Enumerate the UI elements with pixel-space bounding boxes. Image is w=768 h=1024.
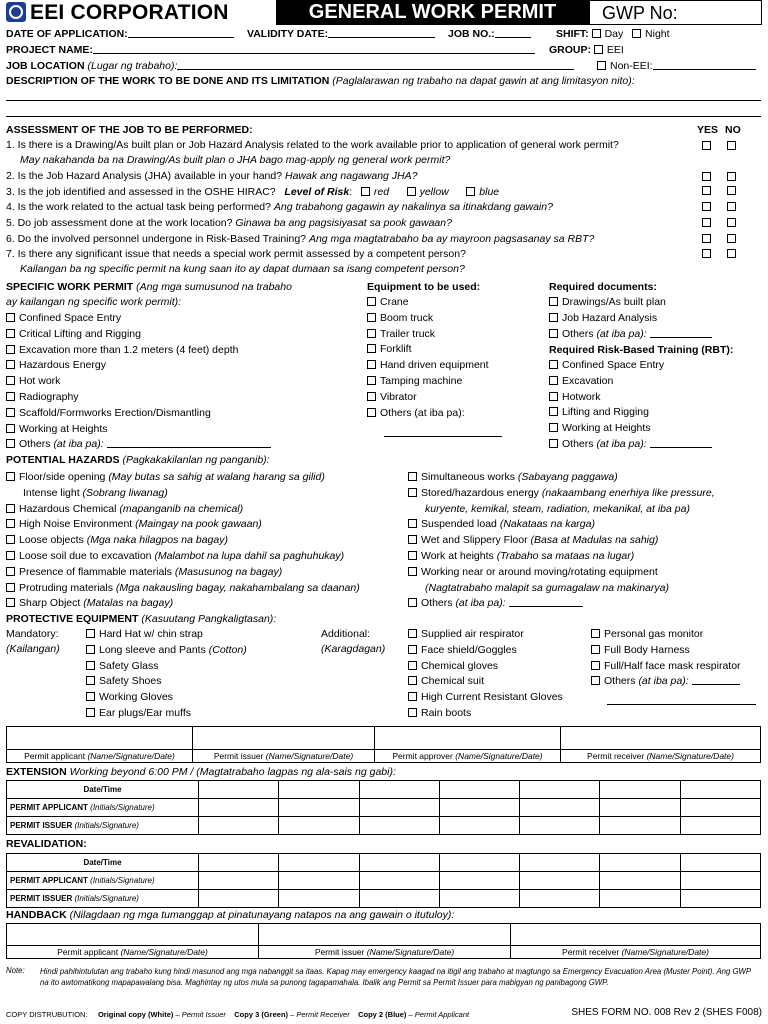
hazard-item[interactable]: Working near or around moving/rotating equipment: [408, 566, 715, 582]
non-eei-field[interactable]: [653, 60, 756, 70]
question-3-text: 3. Is the job identified and assessed in the OSHE HIRAC?: [6, 186, 276, 198]
ppe-others[interactable]: Others (at iba pa):: [591, 675, 741, 691]
issuer-caption: Permit issuer (Name/Signature/Date): [193, 750, 375, 763]
date-of-application-label: DATE OF APPLICATION:: [6, 28, 128, 40]
group-label: GROUP:: [549, 44, 591, 56]
q1-yes-checkbox[interactable]: [702, 141, 711, 150]
equipment-item[interactable]: Boom truck: [367, 312, 489, 328]
validity-date-row: [247, 28, 435, 41]
required-doc-item[interactable]: Drawings/As built plan: [549, 296, 712, 312]
revalidation-heading: REVALIDATION:: [6, 838, 87, 850]
hazard-item-cont: (Nagtatrabaho malapit sa gumagalaw na makinarya): [425, 581, 669, 594]
copy-3-recipient: Permit Applicant: [414, 1010, 470, 1019]
ppe-item[interactable]: High Current Resistant Gloves: [408, 691, 563, 707]
group-non-eei-checkbox[interactable]: [597, 61, 606, 70]
hazard-item[interactable]: Simultaneous works (Sabayang paggawa): [408, 471, 715, 487]
question-5-tl: Ginawa ba ang pagsisiyasat sa pook gawaan?: [235, 217, 452, 229]
approver-signature-cell[interactable]: [375, 727, 561, 750]
question-4-text: 4. Is the work related to the actual task being performed?: [6, 201, 271, 213]
required-doc-others[interactable]: Others (at iba pa):: [549, 328, 712, 344]
revalidation-cell[interactable]: [359, 854, 439, 872]
specific-permit-item[interactable]: Radiography: [6, 391, 271, 407]
hazards-heading: [6, 454, 270, 467]
handback-receiver-cell[interactable]: [511, 924, 761, 946]
extension-cell[interactable]: [279, 799, 359, 817]
description-label-tl: (Paglalarawan ng trabaho na dapat gawin at ang limitasyon nito):: [332, 75, 635, 87]
question-3: 3. Is the job identified and assessed in the OSHE HIRAC? Level of Risk: red yellow blue: [6, 186, 500, 198]
question-5-text: 5. Do job assessment done at the work location?: [6, 217, 233, 229]
equipment-item[interactable]: Trailer truck: [367, 328, 489, 344]
applicant-caption: Permit applicant (Name/Signature/Date): [7, 750, 193, 763]
ppe-item[interactable]: Personal gas monitor: [591, 628, 741, 644]
specific-permit-item[interactable]: Confined Space Entry: [6, 312, 271, 328]
hazard-item[interactable]: Hazardous Chemical (mapanganib na chemical): [6, 503, 360, 519]
group-eei-checkbox[interactable]: [594, 45, 603, 54]
copy-3: Copy 2 (Blue): [358, 1010, 407, 1019]
rbt-item[interactable]: Excavation: [549, 375, 712, 391]
extension-cell[interactable]: [359, 817, 439, 835]
group-non-eei-label: Non-EEI:: [610, 60, 653, 72]
hazard-item[interactable]: Stored/hazardous energy (nakaambang enerhiya like pressure,: [408, 487, 715, 503]
ppe-additional-list-2: [591, 628, 741, 691]
extension-cell[interactable]: [199, 817, 279, 835]
job-location-label: JOB LOCATION: [6, 60, 85, 72]
ppe-title: PROTECTIVE EQUIPMENT: [6, 613, 139, 625]
hazard-others[interactable]: Others (at iba pa):: [408, 597, 715, 613]
ppe-item[interactable]: Chemical gloves: [408, 660, 563, 676]
ppe-heading: [6, 613, 276, 626]
question-6-tl: Ang mga magtatrabaho ba ay mayroon pagsasanay sa RBT?: [308, 233, 595, 245]
revalidation-date-time-label: Date/Time: [7, 854, 199, 872]
revalidation-cell[interactable]: [279, 890, 359, 908]
specific-permit-title: SPECIFIC WORK PERMIT: [6, 281, 134, 293]
copy-2-recipient: Permit Receiver: [296, 1010, 350, 1019]
specific-permit-item[interactable]: Scaffold/Formworks Erection/Dismantling: [6, 407, 271, 423]
validity-date-label: VALIDITY DATE:: [247, 28, 329, 40]
risk-yellow-checkbox[interactable]: [407, 187, 416, 196]
revalidation-cell[interactable]: [680, 872, 760, 890]
yes-column-label: YES: [697, 124, 719, 136]
handback-applicant-cell[interactable]: [7, 924, 259, 946]
equipment-item[interactable]: Hand driven equipment: [367, 359, 489, 375]
rbt-item[interactable]: Lifting and Rigging: [549, 406, 712, 422]
q2-yes-checkbox[interactable]: [702, 172, 711, 181]
question-5: [6, 217, 452, 230]
extension-cell[interactable]: [600, 781, 680, 799]
specific-permit-item[interactable]: Hot work: [6, 375, 271, 391]
rbt-others[interactable]: Others (at iba pa):: [549, 438, 712, 454]
revalidation-cell[interactable]: [439, 872, 519, 890]
ppe-item[interactable]: Supplied air respirator: [408, 628, 563, 644]
validity-date-field[interactable]: [328, 28, 435, 38]
specific-permit-item[interactable]: Critical Lifting and Rigging: [6, 328, 271, 344]
risk-yellow-label: yellow: [419, 186, 449, 198]
copy-distribution: COPY DISTRUBUTION: Original copy (White) – Permit Issuer Copy 3 (Green) – Permit Receiver Copy 2 (Blue) – Permit Applicant: [6, 1010, 470, 1019]
revalidation-cell[interactable]: [600, 854, 680, 872]
hazard-item[interactable]: Loose soil due to excavation (Malambot na lupa dahil sa paghuhukay): [6, 550, 360, 566]
group-row: [549, 44, 624, 57]
hazard-item[interactable]: Loose objects (Mga naka hilagpos na bagay): [6, 534, 360, 550]
ppe-item[interactable]: Chemical suit: [408, 675, 563, 691]
rbt-list: [549, 359, 712, 454]
note-text: Hindi pahihintulutan ang trabaho kung hindi masunod ang mga nabanggit sa itaas. Kapag may emergency kaagad na itigil ang trabaho at magtungo sa Emergency Evacuation Area (Muster Point). Ang GWP na ito awtomatikong mapapawalang bisa. Maghintay ng utos mula sa punong tagapamahala. Ibalik ang Permit sa Permit Issuer para mabigyan ng panibagong GWP.: [40, 967, 751, 988]
required-docs-heading: Required documents:: [549, 281, 657, 293]
question-1: 1. Is there is a Drawing/As built plan or Job Hazard Analysis related to the work available prior to application of general work permit?: [6, 139, 619, 151]
ppe-item[interactable]: Full Body Harness: [591, 644, 741, 660]
extension-cell[interactable]: [279, 781, 359, 799]
q1-no-checkbox[interactable]: [727, 141, 736, 150]
hazards-right-list: [408, 471, 715, 613]
q6-yes-checkbox[interactable]: [702, 234, 711, 243]
handback-signature-table: [6, 923, 761, 959]
hazard-item[interactable]: Wet and Slippery Floor (Basa at Madulas na sahig): [408, 534, 715, 550]
description-line-2[interactable]: [6, 116, 761, 117]
extension-cell[interactable]: [600, 799, 680, 817]
shift-night-label: Night: [645, 28, 670, 40]
shift-night-checkbox[interactable]: [632, 29, 641, 38]
shift-label: SHIFT:: [556, 28, 589, 40]
copy-1-recipient: Permit Issuer: [181, 1010, 226, 1019]
rbt-heading: Required Risk-Based Training (RBT):: [549, 344, 734, 356]
ppe-mandatory-label: Mandatory:: [6, 628, 59, 640]
ppe-item[interactable]: Hard Hat w/ chin strap: [86, 628, 247, 644]
specific-permit-item[interactable]: Excavation more than 1.2 meters (4 feet) depth: [6, 344, 271, 360]
question-7-tl: Kailangan ba ng specific permit na kung saan ito ay dapat dumaan sa isang competent person?: [20, 263, 465, 275]
hazard-item[interactable]: Sharp Object (Matalas na bagay): [6, 597, 360, 613]
revalidation-cell[interactable]: [279, 854, 359, 872]
extension-cell[interactable]: [439, 781, 519, 799]
extension-cell[interactable]: [359, 799, 439, 817]
description-row: [6, 75, 635, 88]
hazard-item[interactable]: Protruding materials (Mga nakausling bagay, nakahambalang sa daanan): [6, 582, 360, 598]
ppe-item[interactable]: Safety Glass: [86, 660, 247, 676]
revalidation-cell[interactable]: [680, 854, 760, 872]
specific-permit-item[interactable]: Working at Heights: [6, 423, 271, 439]
ppe-item[interactable]: Ear plugs/Ear muffs: [86, 707, 247, 723]
q4-no-checkbox[interactable]: [727, 202, 736, 211]
extension-cell[interactable]: [600, 817, 680, 835]
handback-title-tl: (Nilagdaan ng mga tumanggap at pinatunayang natapos na ang gawain o itutuloy):: [69, 909, 455, 921]
ppe-additional-label-tl: (Karagdagan): [321, 643, 386, 655]
extension-title-tl: Working beyond 6:00 PM / (Magtatrabaho lagpas ng ala-sais ng gabi):: [69, 766, 396, 778]
hazards-title: POTENTIAL HAZARDS: [6, 454, 120, 466]
extension-title: EXTENSION: [6, 766, 67, 778]
question-2-text: 2. Is the Job Hazard Analysis (JHA) available in your hand?: [6, 170, 283, 182]
specific-permit-list: [6, 312, 271, 454]
ppe-item[interactable]: Face shield/Goggles: [408, 644, 563, 660]
question-2-tl: Hawak ang nagawang JHA?: [284, 170, 418, 182]
required-doc-item[interactable]: Job Hazard Analysis: [549, 312, 712, 328]
extension-cell[interactable]: [359, 781, 439, 799]
revalidation-cell[interactable]: [600, 890, 680, 908]
hazard-item[interactable]: Suspended load (Nakataas na karga): [408, 518, 715, 534]
handback-issuer-caption: Permit issuer (Name/Signature/Date): [259, 946, 511, 959]
extension-cell[interactable]: [439, 799, 519, 817]
revalidation-cell[interactable]: [279, 872, 359, 890]
revalidation-issuer-label: PERMIT ISSUER (Initials/Signature): [7, 890, 199, 908]
copy-distribution-label: COPY DISTRUBUTION:: [6, 1010, 88, 1019]
specific-permit-others[interactable]: Others (at iba pa):: [6, 438, 271, 454]
extension-heading: [6, 766, 396, 779]
assessment-heading: ASSESSMENT OF THE JOB TO BE PERFORMED:: [6, 124, 253, 136]
q2-no-checkbox[interactable]: [727, 172, 736, 181]
ppe-item[interactable]: Rain boots: [408, 707, 563, 723]
revalidation-cell[interactable]: [199, 854, 279, 872]
q4-yes-checkbox[interactable]: [702, 202, 711, 211]
non-eei-row: [597, 60, 756, 73]
q6-no-checkbox[interactable]: [727, 234, 736, 243]
revalidation-cell[interactable]: [439, 890, 519, 908]
handback-issuer-cell[interactable]: [259, 924, 511, 946]
equipment-item[interactable]: Tamping machine: [367, 375, 489, 391]
revalidation-cell[interactable]: [600, 872, 680, 890]
form-title: GENERAL WORK PERMIT: [276, 0, 589, 25]
handback-title: HANDBACK: [6, 909, 67, 921]
ppe-title-tl: (Kasuutang Pangkaligtasan):: [141, 613, 277, 625]
group-eei-label: EEI: [606, 44, 624, 56]
project-name-field[interactable]: [93, 44, 535, 54]
q3-no-checkbox[interactable]: [727, 186, 736, 195]
ppe-others-field-2[interactable]: [607, 704, 756, 705]
revalidation-applicant-label: PERMIT APPLICANT (Initials/Signature): [7, 872, 199, 890]
q7-no-checkbox[interactable]: [727, 249, 736, 258]
copy-2: Copy 3 (Green): [234, 1010, 289, 1019]
project-name-row: [6, 44, 535, 57]
job-no-field[interactable]: [495, 28, 531, 38]
extension-cell[interactable]: [680, 817, 760, 835]
ppe-item[interactable]: Full/Half face mask respirator: [591, 660, 741, 676]
ppe-mandatory-label-tl: (Kailangan): [6, 643, 60, 655]
hazard-item-cont: kuryente, kemikal, steam, radiation, mekanikal, at iba pa): [425, 502, 690, 515]
revalidation-cell[interactable]: [199, 890, 279, 908]
receiver-signature-cell[interactable]: [561, 727, 761, 750]
ppe-item[interactable]: Working Gloves: [86, 691, 247, 707]
description-label: DESCRIPTION OF THE WORK TO BE DONE AND ITS LIMITATION: [6, 75, 330, 87]
revalidation-cell[interactable]: [199, 872, 279, 890]
specific-permit-title-tl2: ay kailangan ng specific work permit):: [6, 296, 182, 308]
extension-table: [6, 780, 761, 835]
q5-yes-checkbox[interactable]: [702, 218, 711, 227]
rbt-item[interactable]: Working at Heights: [549, 422, 712, 438]
extension-cell[interactable]: [520, 781, 600, 799]
applicant-signature-cell[interactable]: [7, 727, 193, 750]
risk-blue-label: blue: [479, 186, 500, 198]
receiver-caption: Permit receiver (Name/Signature/Date): [561, 750, 761, 763]
date-of-application-row: [6, 28, 234, 41]
revalidation-cell[interactable]: [520, 890, 600, 908]
hazard-item[interactable]: High Noise Environment (Maingay na pook gawaan): [6, 518, 360, 534]
hazards-title-tl: (Pagkakakilanlan ng panganib):: [122, 454, 270, 466]
equipment-item[interactable]: Forklift: [367, 343, 489, 359]
ppe-additional-list: [408, 628, 563, 723]
job-location-label-tl: (Lugar ng trabaho):: [87, 60, 178, 72]
ppe-item[interactable]: Long sleeve and Pants (Cotton): [86, 644, 247, 660]
handback-heading: [6, 909, 454, 922]
approver-caption: Permit approver (Name/Signature/Date): [375, 750, 561, 763]
question-6: [6, 233, 594, 246]
equipment-list: [367, 296, 489, 422]
rbt-item[interactable]: Hotwork: [549, 391, 712, 407]
handback-receiver-caption: Permit receiver (Name/Signature/Date): [511, 946, 761, 959]
risk-blue-checkbox[interactable]: [466, 187, 475, 196]
job-location-row: [6, 60, 574, 73]
extension-cell[interactable]: [279, 817, 359, 835]
equipment-others-field[interactable]: [384, 436, 502, 437]
gwp-number-label: GWP No:: [602, 3, 678, 23]
q5-no-checkbox[interactable]: [727, 218, 736, 227]
extension-date-time-label: Date/Time: [7, 781, 199, 799]
extension-issuer-label: PERMIT ISSUER (Initials/Signature): [7, 817, 199, 835]
rbt-item[interactable]: Confined Space Entry: [549, 359, 712, 375]
company-name: EEI CORPORATION: [30, 1, 229, 24]
equipment-item[interactable]: Vibrator: [367, 391, 489, 407]
note-label: Note:: [6, 966, 25, 975]
shift-row: [556, 28, 670, 41]
hazards-left-list: [6, 471, 360, 613]
extension-cell[interactable]: [520, 817, 600, 835]
extension-cell[interactable]: [680, 781, 760, 799]
revalidation-cell[interactable]: [680, 890, 760, 908]
hazard-item[interactable]: Work at heights (Trabaho sa mataas na lugar): [408, 550, 715, 566]
copy-1: Original copy (White): [97, 1010, 174, 1019]
issuer-signature-cell[interactable]: [193, 727, 375, 750]
extension-cell[interactable]: [199, 799, 279, 817]
q7-yes-checkbox[interactable]: [702, 249, 711, 258]
job-no-label: JOB NO.:: [448, 28, 495, 40]
permit-signature-table: [6, 726, 761, 763]
equipment-heading: Equipment to be used:: [367, 281, 481, 293]
specific-permit-item[interactable]: Hazardous Energy: [6, 359, 271, 375]
extension-cell[interactable]: [520, 799, 600, 817]
extension-cell[interactable]: [439, 817, 519, 835]
job-location-field[interactable]: [177, 60, 574, 70]
extension-cell[interactable]: [680, 799, 760, 817]
q3-yes-checkbox[interactable]: [702, 186, 711, 195]
question-4-tl: Ang trabahong gagawin ay nakalinya sa itinakdang gawain?: [273, 201, 553, 213]
extension-cell[interactable]: [199, 781, 279, 799]
risk-red-checkbox[interactable]: [361, 187, 370, 196]
ppe-item[interactable]: Safety Shoes: [86, 675, 247, 691]
revalidation-cell[interactable]: [439, 854, 519, 872]
level-of-risk-label: Level of Risk: [284, 186, 350, 198]
risk-red-label: red: [373, 186, 390, 198]
form-number: SHES FORM NO. 008 Rev 2 (SHES F008): [571, 1007, 762, 1018]
hazard-item: Intense light (Sobrang liwanag): [23, 486, 168, 499]
gwp-number-field[interactable]: [589, 0, 762, 25]
shift-day-label: Day: [604, 28, 624, 40]
extension-applicant-label: PERMIT APPLICANT (Initials/Signature): [7, 799, 199, 817]
project-name-label: PROJECT NAME:: [6, 44, 93, 56]
specific-permit-heading: [6, 281, 292, 294]
ppe-additional-label: Additional:: [321, 628, 371, 640]
question-6-text: 6. Do the involved personnel undergone in Risk-Based Training?: [6, 233, 307, 245]
company-logo-icon: [6, 2, 26, 22]
equipment-others[interactable]: Others (at iba pa):: [367, 407, 489, 423]
job-no-row: [448, 28, 531, 41]
revalidation-table: [6, 853, 761, 908]
date-of-application-field[interactable]: [128, 28, 234, 38]
equipment-item[interactable]: Crane: [367, 296, 489, 312]
ppe-mandatory-list: [86, 628, 247, 723]
revalidation-cell[interactable]: [520, 872, 600, 890]
shift-day-checkbox[interactable]: [592, 29, 601, 38]
specific-permit-title-tl: (Ang mga sumusunod na trabaho: [136, 281, 292, 293]
question-1-tl: May nakahanda ba na Drawing/As built plan o JHA bago mag-apply ng general work permit?: [20, 154, 451, 166]
hazard-item[interactable]: Presence of flammable materials (Masusunog na bagay): [6, 566, 360, 582]
question-7: 7. Is there any significant issue that needs a special work permit assessed by a competent person?: [6, 248, 466, 260]
no-column-label: NO: [725, 124, 741, 136]
required-docs-list: [549, 296, 712, 343]
revalidation-cell[interactable]: [520, 854, 600, 872]
revalidation-cell[interactable]: [359, 890, 439, 908]
revalidation-cell[interactable]: [359, 872, 439, 890]
description-line-1[interactable]: [6, 100, 761, 101]
hazard-item[interactable]: Floor/side opening (May butas sa sahig at walang harang sa gilid): [6, 471, 360, 487]
handback-applicant-caption: Permit applicant (Name/Signature/Date): [7, 946, 259, 959]
question-4: [6, 201, 553, 214]
question-2: [6, 170, 418, 183]
